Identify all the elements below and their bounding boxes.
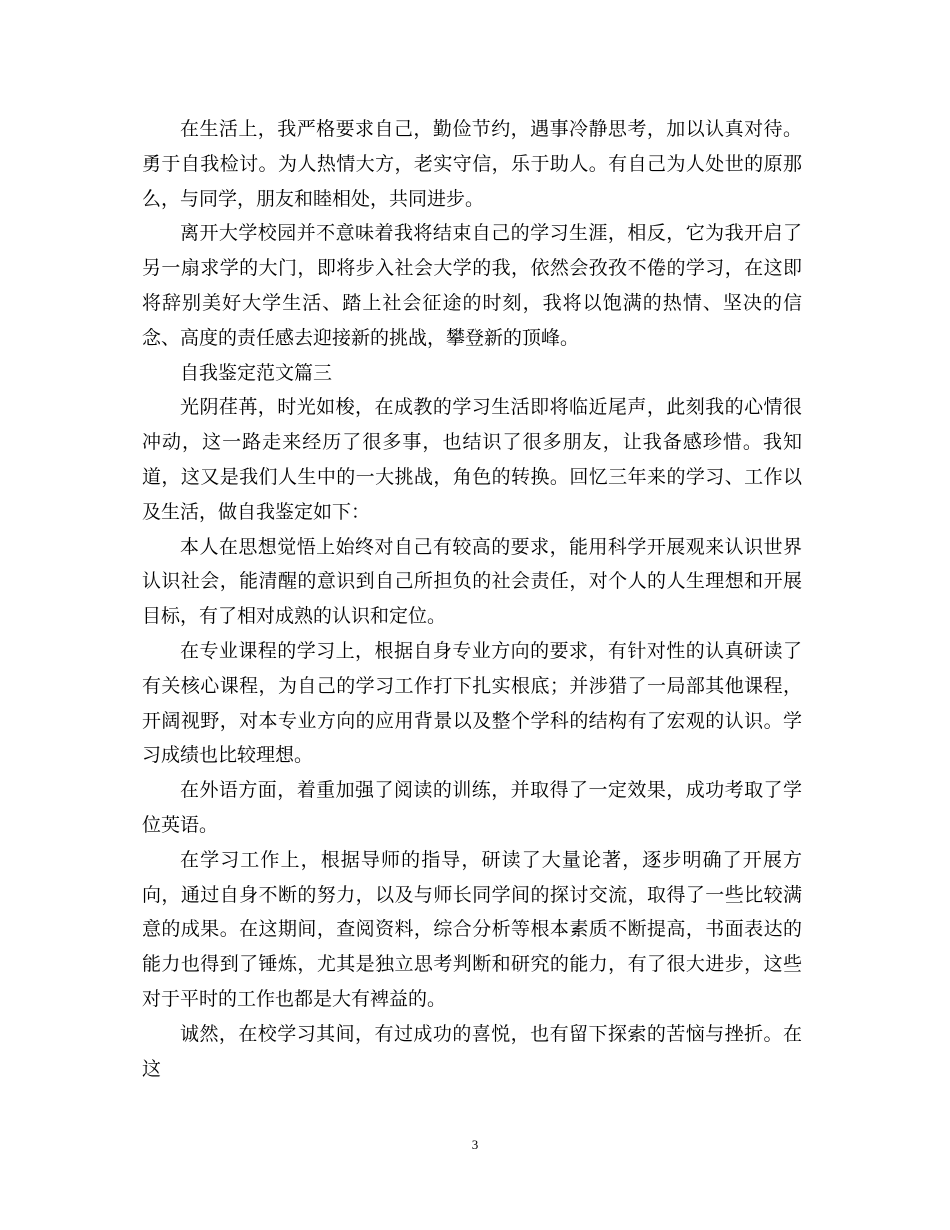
paragraph-study-work: 在学习工作上，根据导师的指导，研读了大量论著，逐步明确了开展方向，通过自身不断的努力，以及与师长同学间的探讨交流，取得了一些比较满意的成果。在这期间，查阅资料，综合分析等根本素质不断提高，书面表达的能力也得到了锤炼，尤其是独立思考判断和研究的能力，有了很大进步，这些对于平时的工作也都是大有裨益的。 [142,848,802,1010]
paragraph-courses: 在专业课程的学习上，根据自身专业方向的要求，有针对性的认真研读了有关核心课程，为自己的学习工作打下扎实根底；并涉猎了一局部其他课程，开阔视野，对本专业方向的应用背景以及整个学科的结构有了宏观的认识。学习成绩也比较理想。 [142,639,802,767]
paragraph-time-flies: 光阴荏苒，时光如梭，在成教的学习生活即将临近尾声，此刻我的心情很冲动，这一路走来经历了很多事，也结识了很多朋友，让我备感珍惜。我知道，这又是我们人生中的一大挑战，角色的转换。回忆三年来的学习、工作以及生活，做自我鉴定如下： [142,396,802,523]
document-body [142,112,802,1086]
section-heading: 自我鉴定范文篇三 [180,361,333,384]
page-number: 3 [471,1137,479,1152]
paragraph-honestly: 诚然，在校学习其间，有过成功的喜悦，也有留下探索的苦恼与挫折。在这 [142,1022,802,1080]
paragraph-life: 在生活上，我严格要求自己，勤俭节约，遇事冷静思考，加以认真对待。勇于自我检讨。为人热情大方，老实守信，乐于助人。有自己为人处世的原那么，与同学，朋友和睦相处，共同进步。 [142,118,802,210]
paragraph-foreign-language: 在外语方面，着重加强了阅读的训练，并取得了一定效果，成功考取了学位英语。 [142,779,802,836]
paragraph-ideology: 本人在思想觉悟上始终对自己有较高的要求，能用科学开展观来认识世界认识社会，能清醒的意识到自己所担负的社会责任，对个人的人生理想和开展目标，有了相对成熟的认识和定位。 [142,535,802,628]
paragraph-leaving-campus: 离开大学校园并不意味着我将结束自己的学习生涯，相反，它为我开启了另一扇求学的大门，即将步入社会大学的我，依然会孜孜不倦的学习，在这即将辞别美好大学生活、踏上社会征途的时刻，我将以饱满的热情、坚决的信念、高度的责任感去迎接新的挑战，攀登新的顶峰。 [142,222,802,349]
